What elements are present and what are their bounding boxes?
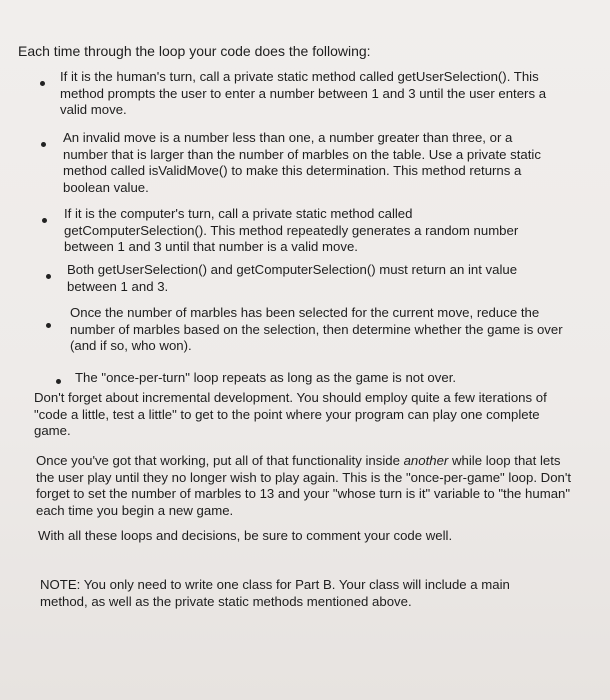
bullet-icon xyxy=(46,323,51,328)
outer-loop-text-end: while loop that lets the user play until they no longer wish to play again. This is the "once-per-game" loop. Don't forget to set the number of marbles to 13 and your "whose turn is it" variable to "the human" each time you begin a new game. xyxy=(36,453,572,518)
bullet-text: Once the number of marbles has been selected for the current move, reduce the number of marbles based on the selection, then determine whether the game is over (and if so, who won). xyxy=(70,305,563,353)
bullet-icon xyxy=(46,274,51,279)
outer-loop-text-start: Once you've got that working, put all of that functionality inside xyxy=(36,453,404,468)
bullet-text: Both getUserSelection() and getComputerSelection() must return an int value between 1 and 3. xyxy=(67,262,518,294)
outer-loop-emphasis: another xyxy=(403,453,449,468)
outer-loop-paragraph xyxy=(36,453,572,519)
intro-heading: Each time through the loop your code does the following: xyxy=(18,43,371,59)
bullet-icon xyxy=(42,218,47,223)
final-note: NOTE: You only need to write one class for Part B. Your class will include a main method, as well as the private static methods mentioned above. xyxy=(40,577,510,609)
comment-note: With all these loops and decisions, be sure to comment your code well. xyxy=(38,528,453,543)
bullet-icon xyxy=(56,379,61,384)
bullet-text: If it is the computer's turn, call a private static method called getComputerSelection(). This method repeatedly generates a random number between 1 and 3 until that number is a valid move. xyxy=(64,206,519,254)
bullet-icon xyxy=(40,81,45,86)
incremental-paragraph: Don't forget about incremental development. You should employ quite a few iterations of "code a little, test a little" to get to the point where your program can play one complete game. xyxy=(34,390,547,438)
bullet-text: If it is the human's turn, call a private static method called getUserSelection(). This method prompts the user to enter a number between 1 and 3 until the user enters a valid move. xyxy=(60,69,547,117)
bullet-text: The "once-per-turn" loop repeats as long as the game is not over. xyxy=(75,370,457,385)
bullet-icon xyxy=(41,142,46,147)
bullet-text: An invalid move is a number less than one, a number greater than three, or a number that is larger than the number of marbles on the table. Use a private static method called isValidMove() to make this determination. This method returns a boolean value. xyxy=(63,130,541,195)
